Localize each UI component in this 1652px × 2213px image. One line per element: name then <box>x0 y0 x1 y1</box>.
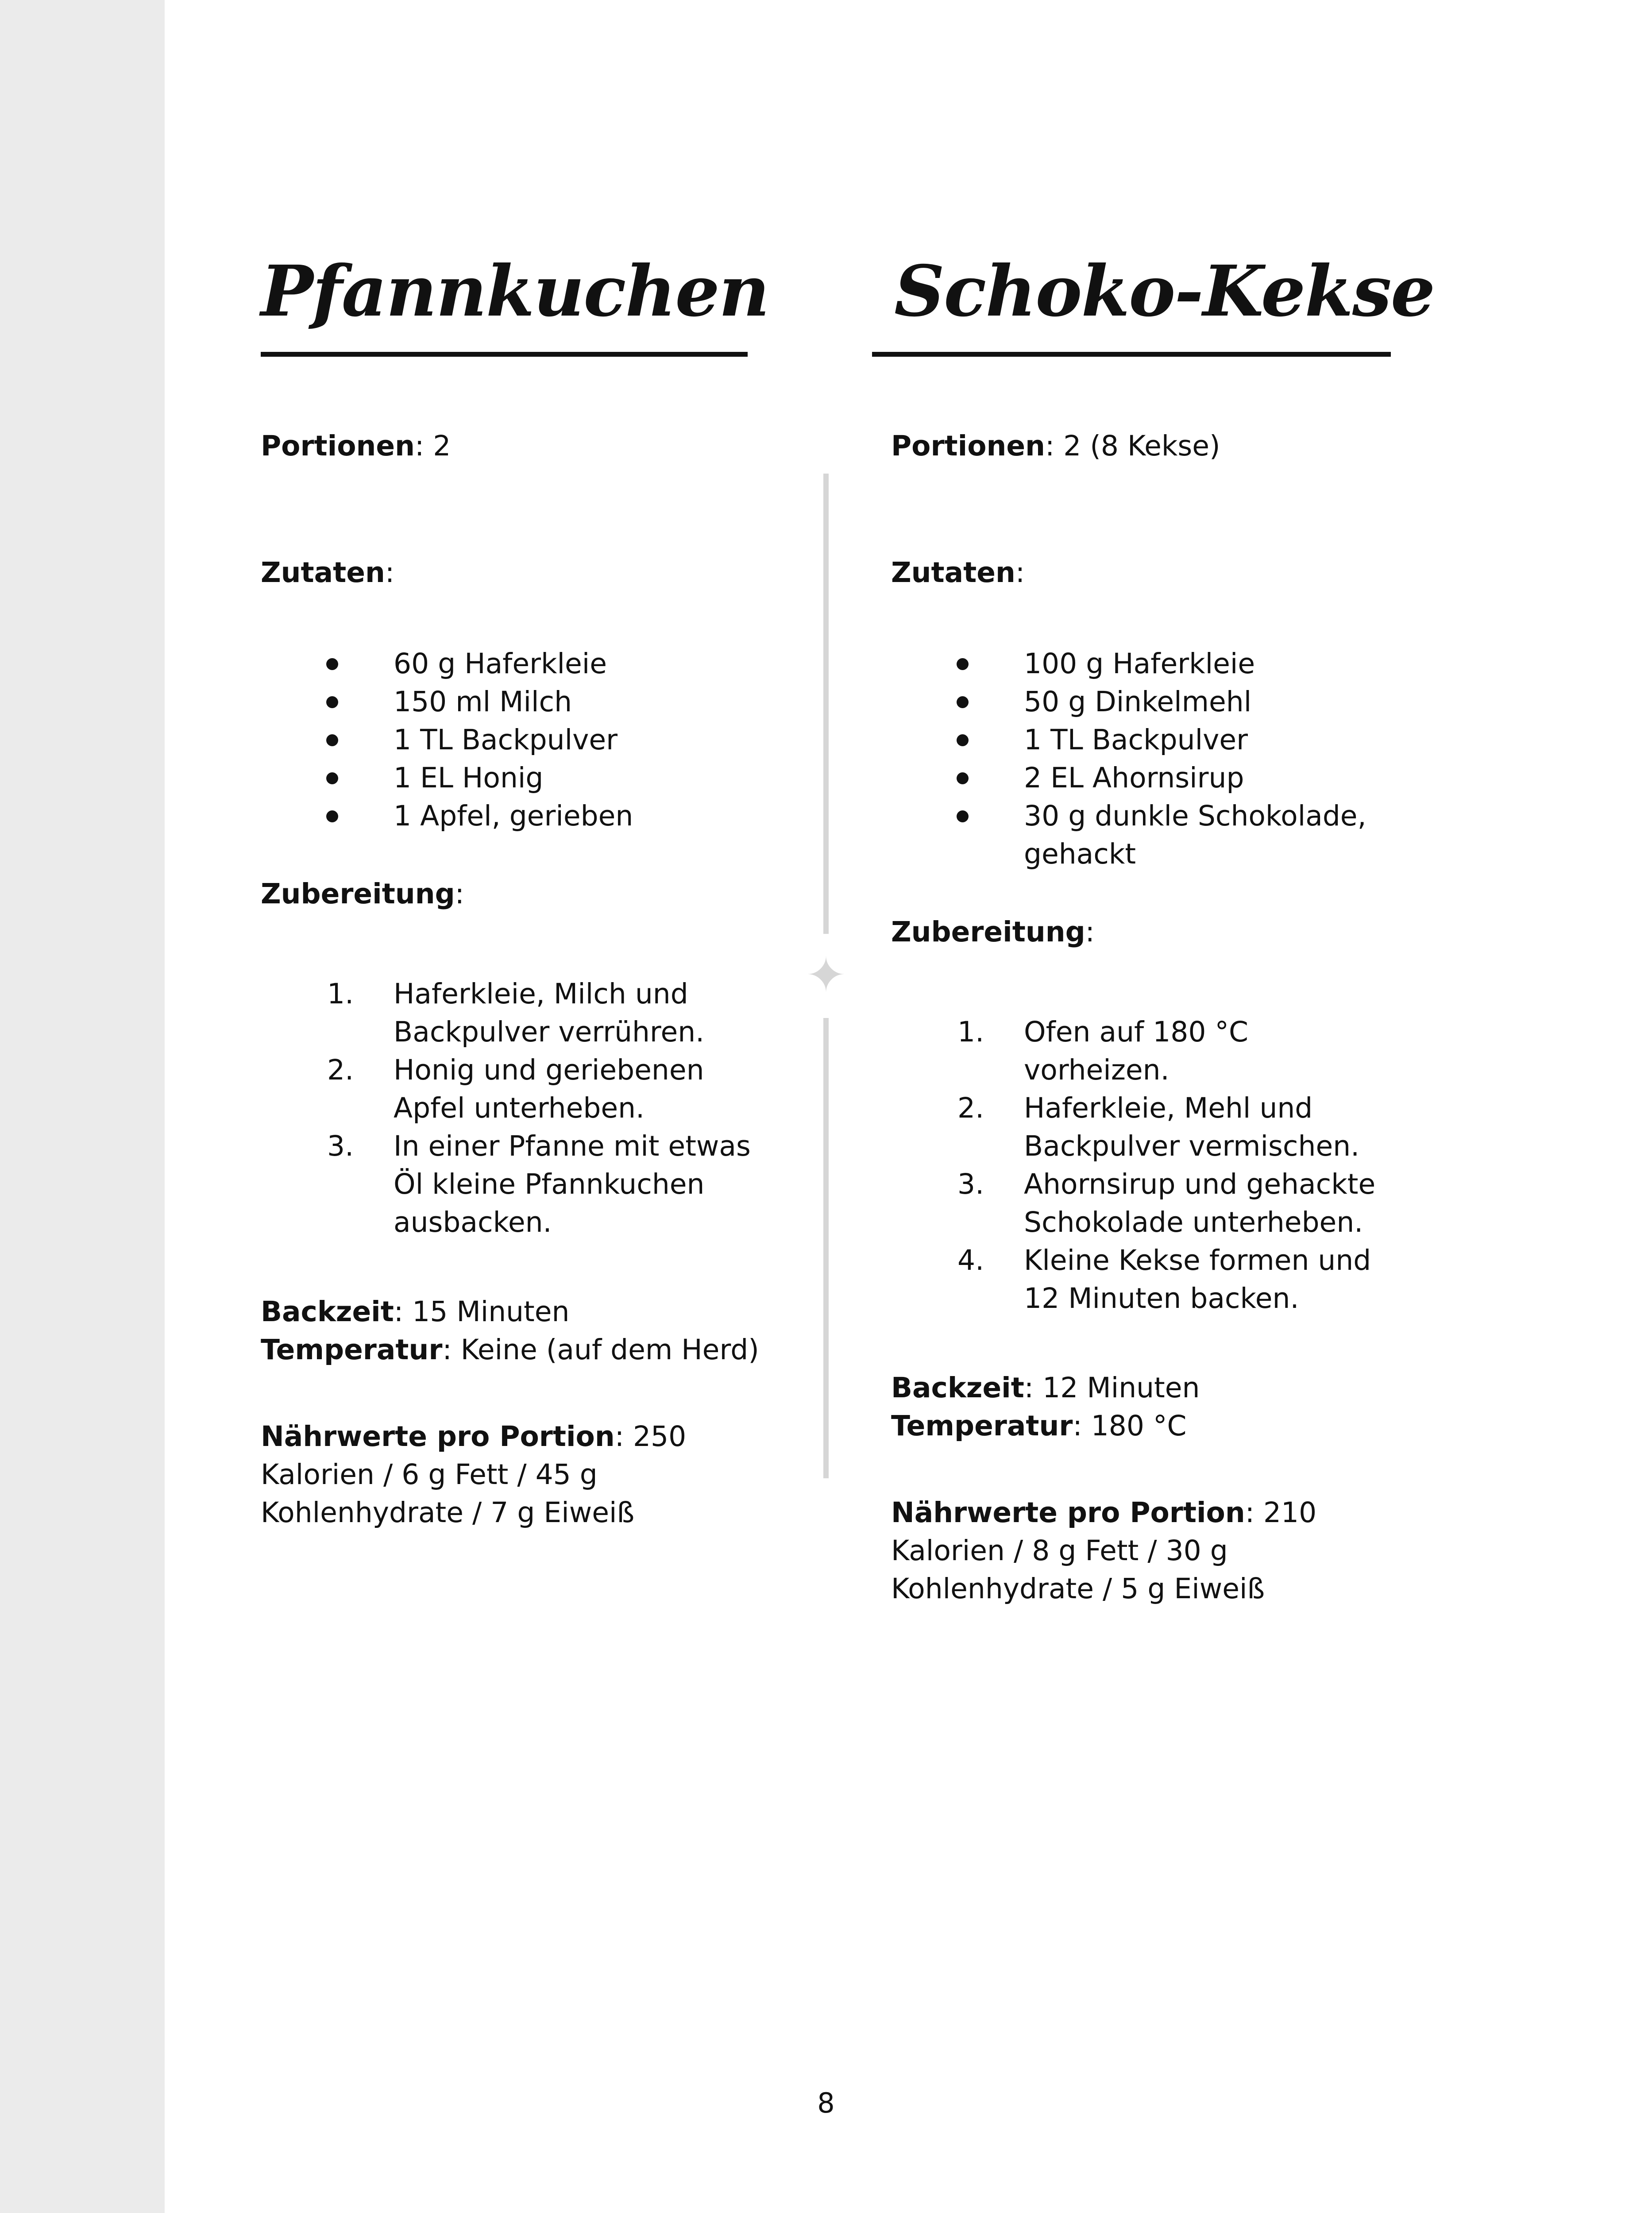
temperature <box>261 1331 765 1369</box>
nutrition: Nährwerte pro Portion: 210 Kalorien / 8 g Fett / 30 g Kohlenhydrate / 5 g Eiweiß <box>891 1496 1317 1605</box>
step-number: 1. <box>957 1016 984 1048</box>
step-number: 2. <box>957 1092 984 1124</box>
bullet-icon <box>957 734 969 746</box>
bullet-icon <box>326 772 338 784</box>
bake-time-value: : 12 Minuten <box>1024 1372 1200 1404</box>
bullet-icon <box>957 810 969 822</box>
sparkle-icon: ✦ <box>805 947 847 1003</box>
bullet-icon <box>957 696 969 708</box>
nutrition: Nährwerte pro Portion: 250 Kalorien / 6 g Fett / 45 g Kohlenhydrate / 7 g Eiweiß <box>261 1420 687 1529</box>
temperature-value: : Keine (auf dem Herd) <box>442 1334 759 1366</box>
servings-value: : 2 <box>414 430 451 462</box>
temperature-value: : 180 °C <box>1073 1410 1187 1442</box>
list-item: 2 EL Ahornsirup <box>891 759 1394 797</box>
bullet-icon <box>326 696 338 708</box>
list-item: 1 TL Backpulver <box>891 721 1394 759</box>
list-item: 150 ml Milch <box>261 683 765 721</box>
preparation-heading: Zubereitung: <box>261 878 464 910</box>
list-item: 100 g Haferkleie <box>891 645 1394 683</box>
step-item: 1. Ofen auf 180 °C vorheizen. <box>891 1013 1394 1089</box>
temperature-label: Temperatur <box>891 1410 1073 1442</box>
step-number: 4. <box>957 1244 984 1276</box>
servings <box>261 427 765 465</box>
ingredients-heading: Zutaten: <box>261 556 395 589</box>
bake-time <box>891 1369 1394 1407</box>
bullet-icon <box>957 658 969 670</box>
bake-time-label: Backzeit <box>891 1372 1024 1404</box>
list-item: 1 Apfel, gerieben <box>261 797 765 835</box>
servings-label: Portionen <box>891 430 1045 462</box>
list-item: 50 g Dinkelmehl <box>891 683 1394 721</box>
step-number: 1. <box>327 978 354 1010</box>
temperature-label: Temperatur <box>261 1334 443 1366</box>
recipe-title: Pfannkuchen <box>261 251 769 332</box>
recipe-body <box>261 427 765 1532</box>
servings <box>891 427 1394 465</box>
step-number: 3. <box>327 1130 354 1162</box>
bake-time-label: Backzeit <box>261 1295 394 1328</box>
step-item: 4. Kleine Kekse formen und 12 Minuten backen. <box>891 1241 1394 1318</box>
temperature <box>891 1407 1394 1445</box>
ingredients-heading: Zutaten: <box>891 556 1025 589</box>
list-item: 1 EL Honig <box>261 759 765 797</box>
bullet-icon <box>957 772 969 784</box>
ingredients-label: Zutaten <box>891 556 1015 589</box>
nutrition-label: Nährwerte pro Portion <box>891 1496 1245 1529</box>
preparation-label: Zubereitung <box>891 916 1085 948</box>
step-item: 3. In einer Pfanne mit etwas Öl kleine Pfannkuchen ausbacken. <box>261 1127 765 1241</box>
ingredients-list <box>891 645 1394 873</box>
step-item: 2. Haferkleie, Mehl und Backpulver vermischen. <box>891 1089 1394 1165</box>
bullet-icon <box>326 658 338 670</box>
preparation-heading: Zubereitung: <box>891 916 1095 948</box>
bake-time-value: : 15 Minuten <box>394 1295 570 1328</box>
recipe-body <box>891 427 1394 1608</box>
step-item: 2. Honig und geriebenen Apfel unterheben. <box>261 1051 765 1127</box>
ingredients-label: Zutaten <box>261 556 385 589</box>
steps-list <box>261 975 765 1241</box>
servings-value: : 2 (8 Kekse) <box>1045 430 1220 462</box>
steps-list <box>891 1013 1394 1318</box>
step-item: 1. Haferkleie, Milch und Backpulver verrühren. <box>261 975 765 1051</box>
recipe-title: Schoko-Kekse <box>894 251 1435 332</box>
list-item: 1 TL Backpulver <box>261 721 765 759</box>
title-underline <box>261 352 748 357</box>
bake-time <box>261 1293 765 1331</box>
bullet-icon <box>326 810 338 822</box>
column-divider-bottom <box>823 1018 829 1478</box>
ingredients-list <box>261 645 765 835</box>
step-number: 3. <box>957 1168 984 1200</box>
page-margin-strip <box>0 0 165 2213</box>
servings-label: Portionen <box>261 430 415 462</box>
step-number: 2. <box>327 1054 354 1086</box>
step-item: 3. Ahornsirup und gehackte Schokolade unterheben. <box>891 1165 1394 1241</box>
page-number: 8 <box>817 2087 835 2119</box>
preparation-label: Zubereitung <box>261 878 455 910</box>
list-item: 60 g Haferkleie <box>261 645 765 683</box>
list-item: 30 g dunkle Schokolade, gehackt <box>891 797 1394 873</box>
bullet-icon <box>326 734 338 746</box>
nutrition-label: Nährwerte pro Portion <box>261 1420 615 1453</box>
column-divider-top <box>823 474 829 934</box>
title-underline <box>872 352 1391 357</box>
